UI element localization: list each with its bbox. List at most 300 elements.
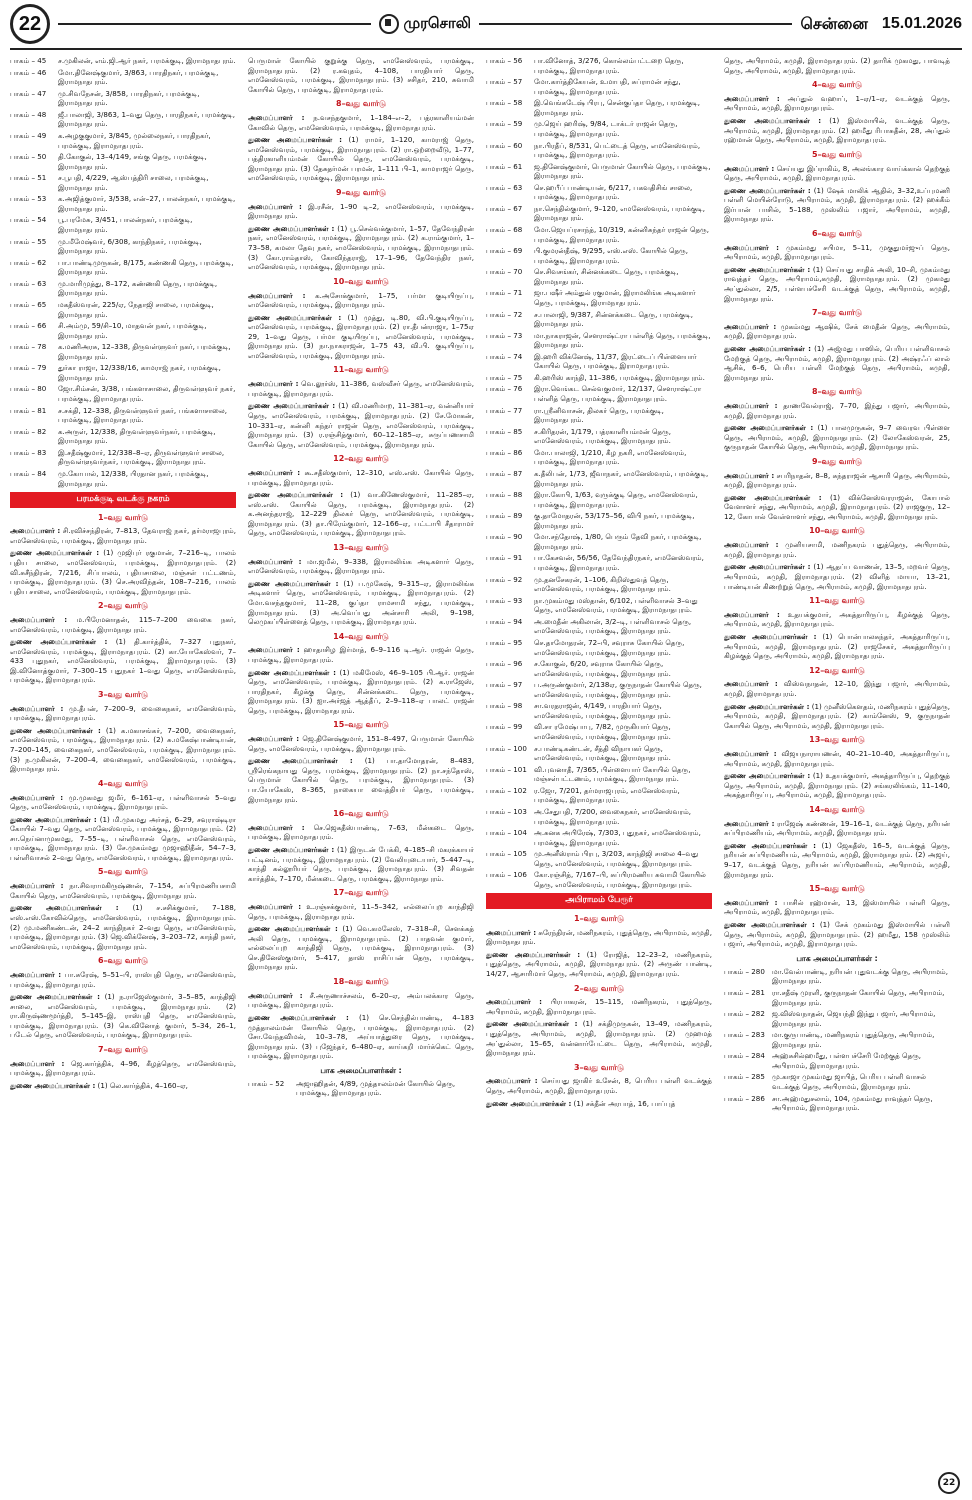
deputy-text: (1) ந.ராஜேஸ்குமார், 3–5–85, காந்திஜி சாலை, எமனேஸ்வரம், பரமக்குடி, இராமநாதபுரம். (2) ரா.கிருஷ்ணமூர்த்தி, 5–145–இ, ராஸ்புதி தெரு, எமனேஸ்வரம், பரமக்குடி, இராமநாதபுரம். (3) கெ.வினோத் குமார், 5–34, 26–1, படேல் தெரு, எமனேஸ்வரம், பரமக்குடி, இராமநாதபுரம்.	[10, 992, 236, 1040]
deputy-text: (1) சேக் முகம்மது இஸ்மாயில் பள்ளி தெரு, அபிராமம், கமுதி, இராமநாதபுரம். (2) ஹமீது, 158 முஸ்லிம் பஜார், அபிராமம், கமுதி, இராமநாதபுரம்.	[724, 920, 950, 949]
deputy-label: துணை அமைப்பாளர்கள் :	[248, 1012, 349, 1022]
booth-label: பாகம் – 86	[486, 447, 523, 457]
booth-label: பாகம் – 80	[10, 384, 47, 394]
booth-text: மோ.கார்த்திகேயன், உமாபதி, சுப்ராமன் சந்து, பரமக்குடி, இராமநாதபுரம்.	[534, 77, 681, 96]
booth-label: பாகம் – 281	[724, 987, 765, 997]
organizer-text: முகம்மது சபிமா, 5–11, முகுதுமர்ஜுப் தெரு, அபிராமம், கமுதி, இராமநாதபுரம்.	[724, 242, 950, 262]
booth-label: பாகம் – 54	[10, 215, 47, 225]
booth-entry	[486, 575, 712, 594]
ward-deputies	[724, 265, 950, 303]
booth-label: பாகம் – 56	[486, 56, 523, 65]
ward-organizer	[724, 94, 950, 113]
booth-entry	[486, 870, 712, 889]
deputy-text: (1) ஆதப்ப வாணன், 13–5, மறவர் தெரு, அபிராமம், கமுதி, இராமநாதபுரம். (2) விளித் மாயா, 13–21, பாண்டியன் கிணற்றுத் தெரு, அபிராமம், கமுதி, இராமநாதபுரம்.	[724, 562, 950, 591]
ward-deputies	[248, 668, 474, 716]
organizer-text: சி.ரவிச்சந்திரன், 7–813, தேவராஜ் நகர், தர்மராஜபுரம், எமனேஸ்வரம், பரமக்குடி, இராமநாதபுரம்.	[10, 526, 236, 545]
ward-organizer	[724, 749, 950, 768]
booth-text: மு.மாரிமுத்து, 8–172, கண்ணகி தெரு, பரமக்குடி, இராமநாதபுரம்.	[58, 278, 218, 298]
ward-organizer	[248, 645, 474, 664]
masthead-title: முரசொலி	[403, 14, 471, 32]
booth-label: பாகம் – 106	[486, 870, 527, 880]
booth-text: கி.ஹரிஸ் காந்தி, 11–386, பரமக்குடி, இராமநாதபுரம்.	[534, 372, 705, 382]
organizer-text: முனியசாமி, மணிநகரம் புதுத்தெரு, அபிராமம், கமுதி, இராமநாதபுரம்.	[724, 540, 950, 559]
deputy-label: துணை அமைப்பாளர்கள் :	[724, 840, 816, 850]
ward-heading: 6–வது வார்டு	[811, 228, 863, 238]
ward-organizer	[248, 902, 474, 921]
organizer-text: பாசில் ரஹ்மான், 13, இஸ்மாயில் பள்ளி தெரு, அபிராமம், கமுதி, இராமநாதபுரம்.	[724, 897, 950, 917]
booth-entry	[10, 321, 236, 340]
booth-label: பாகம் – 90	[486, 532, 523, 542]
booth-entry	[486, 511, 712, 530]
organizer-label: அமைப்பாளர் :	[10, 792, 64, 802]
booth-label: பாகம் – 285	[724, 1072, 765, 1082]
ward-organizer	[248, 991, 474, 1010]
column-3	[486, 56, 712, 1486]
ward-deputies	[724, 186, 950, 224]
ward-heading: 15–வது வார்டு	[333, 720, 389, 730]
ward-deputies	[248, 924, 474, 972]
ward-deputies	[486, 950, 712, 979]
ward-deputies	[248, 845, 474, 883]
deputy-text: (1) செய்யது சாதிக் அலி, 10–சி, முகம்மது ராவுத்தர் தெரு, அபிராமம்,கமுதி, இராமநாதபுரம். (2) முகமது அப்துல்லா, 2/5, பள்ளபச்சேரி வடக்குத் தெரு, அபிராமம், கமுதி, இராமநாதபுரம்.	[724, 264, 950, 303]
booth-text: சா.வரதராஜன், 4/149, பாரதியார் தெரு, எமனேஸ்வரம், பரமக்குடி, இராமநாதபுரம்.	[534, 701, 671, 720]
booth-label: பாகம் – 63	[10, 278, 47, 288]
booth-text: ச.முகிலன், எம்.ஜி.ஆர் நகர், பரமக்குடி, இராமநாதபுரம்.	[58, 56, 236, 65]
ward-heading: 8–வது வார்டு	[811, 387, 863, 397]
deputy-label: துணை அமைப்பாளர்கள் :	[724, 920, 815, 929]
ward-heading: 1–வது வார்டு	[97, 512, 149, 522]
ward-deputies	[248, 135, 474, 183]
organizer-label: அமைப்பாளர் :	[10, 703, 64, 713]
booth-text: ச.கோகுல், 6/20, சவுராசு கோயில் தெரு, எமனேஸ்வரம், பரமக்குடி, இராமநாதபுரம்.	[534, 659, 671, 678]
booth-entry	[486, 469, 712, 488]
booth-label: பாகம் – 88	[486, 490, 523, 500]
booth-label: பாகம் – 83	[10, 447, 47, 457]
booth-entry	[486, 288, 712, 307]
organizer-label: அமைப்பாளர் :	[724, 242, 779, 252]
page-header	[10, 0, 962, 50]
ward-deputies	[248, 224, 474, 272]
organizer-label: அமைப்பாளர் :	[724, 163, 775, 173]
booth-label: பாகம் – 61	[486, 161, 523, 171]
booth-text: ஜா.பஷீர் அம்துல் ரகுமான், இராமலிங்க அடிகளார் தெரு, பரமக்குடி, இராமநாதபுரம்.	[534, 288, 696, 307]
booth-text: அ.சேதுபதி, 7/200, வைகைநகர், எமனேஸ்வரம், பரமக்குடி, இராமநாதபுரம்.	[534, 806, 692, 826]
booth-entry	[486, 427, 712, 446]
booth-label: பாகம் – 95	[486, 637, 523, 647]
ward-organizer	[486, 1076, 712, 1095]
booth-text: மு.தனசேகரன், 1–106, கிறிஸ்துவத் தெரு, எமனேஸ்வரம், பரமக்குடி, இராமநாதபுரம்.	[534, 574, 671, 594]
ward-organizer	[724, 322, 950, 341]
ward-heading: 4–வது வார்டு	[97, 778, 149, 788]
booth-label: பாகம் – 45	[10, 56, 47, 65]
ward-organizer	[724, 679, 950, 698]
organizer-text: கூ.சதீஸ்குமார், 12–310, எஸ்.எஸ். கோயில் தெரு, பரமக்குடி, இராமநாதபுரம்.	[248, 467, 474, 487]
ward-organizer	[724, 540, 950, 559]
booth-entry	[486, 406, 712, 425]
ward-deputies	[486, 1019, 712, 1057]
ward-deputies	[10, 548, 236, 596]
organizer-text: ராஜேஷ் கண்ணன், 19–16–1, வடக்குத் தெரு, நரியன் சுப்பிரமணியம், அபிராமம், கமுதி, இராமநாதபுரம்.	[724, 818, 950, 838]
deputy-text: (1) பாலமுருகன், 9–7 வைரவ பிள்ளை தெரு, அபிராமம், கமுதி, இராமநாதபுரம். (2) லோகேஸ்வரன், 25, குருநாதன் கோயில் தெரு, அபிராமம், கமுதி, இராமநாதபுரம்.	[724, 423, 950, 452]
ward-heading: 5–வது வார்டு	[97, 867, 149, 877]
booth-text: ச.பூபதி, 4/229, ஆஸ்பத்திரி சாலை, பரமக்குடி, இராமநாதபுரம்.	[58, 173, 209, 192]
ward-organizer	[10, 526, 236, 545]
booth-text: பா.கேசவன், 56/56, தேவேந்திரநகர், எமனேஸ்வரம், பரமக்குடி, இராமநாதபுரம்.	[534, 553, 704, 572]
booth-text: அஹ்சுசில்ஹமீது, பள்ளபச்சேரி மேற்குத் தெரு, அபிராமம், இராமநாதபுரம்.	[772, 1051, 922, 1070]
ward-heading: 4–வது வார்டு	[811, 80, 863, 90]
organizer-text: செய்யது இப்ராகிம், 8, அலங்கார வாய்க்கால் தெற்குத் தெரு, அபிராமம், கமுதி, இராமநாதபுரம்.	[724, 163, 950, 183]
booth-label: பாகம் – 94	[486, 616, 523, 626]
organizer-text: சபரிநாதன், 8–8, சுந்தராஜன் ஆசாரி தெரு, அபிராமம், கமுதி, இராமநாதபுரம்.	[724, 470, 950, 490]
ward-organizer	[248, 291, 474, 310]
ward-heading: 14–வது வார்டு	[333, 631, 389, 641]
ward-organizer	[486, 997, 712, 1016]
ward-deputies	[10, 992, 236, 1040]
ward-organizer	[10, 1059, 236, 1078]
ward-deputies	[724, 841, 950, 879]
deputy-label: துணை அமைப்பாளர்கள் :	[248, 490, 344, 500]
ward-heading: 18–வது வார்டு	[333, 977, 389, 987]
deputy-label: துணை அமைப்பாளர்கள் :	[248, 223, 335, 233]
booth-label: பாகம் – 99	[486, 722, 523, 732]
booth-label: பாகம் – 51	[10, 173, 47, 183]
ward-heading: 12–வது வார்டு	[333, 454, 389, 464]
booth-text: பா.பாண்டிமுருகன், 8/175, கண்ணகி தெரு, பரமக்குடி, இராமநாதபுரம்.	[58, 257, 234, 277]
ward-deputies	[724, 423, 950, 452]
section-title: பரமக்குடி வடக்கு நகரம்	[10, 492, 236, 507]
booth-entry	[10, 427, 236, 446]
booth-label: பாகம் – 58	[486, 98, 523, 108]
organizer-text: உதயக்குமார், அகத்தாரிருப்பு, கீழக்குத் தெரு, அபிராமம், கமுதி, இராமநாதபுரம்.	[724, 609, 950, 629]
booth-entry	[486, 119, 712, 138]
booth-entry	[10, 258, 236, 277]
footer-page-number: 22	[938, 1472, 960, 1494]
deputy-text: (1) மகிமேஸ், 46–9–105 பி.ஆர். ராஜன் தெரு, எமனேஸ்வரம், பரமக்குடி, இராமநாதபுரம். (2) க.ராஜேஸ், பாரதிநகர், கீழக்கு தெரு, சின்னக்கடை தெரு, பரமக்குடி, இராமநாதபுரம். (3) ஐா.அர்ஜத் ஆத்தீப், 2–9–118–ஏ பாலட் ராஜன் தெரு, பரமக்குடி, இராமநாதபுரம்.	[248, 667, 474, 715]
booth-label: பாகம் – 284	[724, 1051, 765, 1061]
booth-entry	[10, 173, 236, 192]
booth-label: பாகம் – 91	[486, 553, 523, 563]
deputy-label: துணை அமைப்பாளர்கள் :	[10, 814, 97, 824]
booth-text: இ.சதீஷ்குமார், 12/338–8–ஏ, திருவள்ளுவர் சாலை, திருவள்ளுவர்நகர், பரமக்குடி, இராமநாதபுரம்.	[58, 447, 225, 467]
deputy-text: (1) வா.கிணேஸ்குமார், 11–285–ஏ, எஸ்.எஸ். கோயில் தெரு, பரமக்குடி, இராமநாதபுரம். (2) க.அனந்தராஜ், 12–229 திலகர் தெரு, எமனேஸ்வரம், பரமக்குடி, இராமநாதபுரம். (3) தா.பிரேம்குமார், 12–166–ஏ, பட்டாபி சீதாராமர் தெரு, எமனேஸ்வரம், பரமக்குடி, இராமநாதபுரம்.	[248, 490, 474, 538]
ward-heading: 15–வது வார்டு	[809, 884, 865, 894]
booth-text: ச.பாண்டிகண்டன், சீத்தி விநாயகர் தெரு, எமனேஸ்வரம், பரமக்குடி, இராமநாதபுரம்.	[534, 743, 671, 763]
organizer-label: அமைப்பாளர் :	[248, 467, 301, 477]
booth-text: பா.வினோத், 3/276, கொல்லம்பட்டறை தெரு, பரமக்குடி, இராமநாதபுரம்.	[534, 56, 684, 75]
booth-entry	[486, 659, 712, 678]
deputy-text: (1) அஜ்மது பாஸில், பெரிய பள்ளிவாசல் மேற்குத் தெரு, அபிராமம், கமுதி, இராமநாதபுரம். (2) அஷ்ரஃப் லால் ஆசிக், 6–6, பெரிய பள்ளி மேற்குத் தெரு, அபிராமம், கமுதி, இராமநாதபுரம்.	[724, 344, 950, 382]
booth-entry	[486, 77, 712, 96]
organizer-text: மா.ஜமீல், 9–338, இராமலிங்க அடிகளார் தெரு, எமனேஸ்வரம், பரமக்குடி, இராமநாதபுரம்.	[248, 556, 474, 576]
booth-label: பாகம் – 101	[486, 764, 527, 774]
deputy-label: துணை அமைப்பாளர்கள் :	[724, 116, 822, 126]
booth-text: கு.தாமோதரன், 53/175–56, விபி நகர், பரமக்குடி, இராமநாதபுரம்.	[534, 511, 695, 530]
booth-entry	[10, 363, 236, 382]
masthead	[379, 14, 471, 34]
column-2	[248, 56, 474, 1486]
booth-entry	[486, 828, 712, 847]
booth-text: மோ.ஜெயப்ரசாந்த், 10/319, கன்னிசுந்தர் ராஜன் தெரு, பரமக்குடி, இராமநாதபுரம்.	[534, 225, 710, 244]
ward-deputies	[724, 493, 950, 522]
booth-entry	[724, 1009, 950, 1028]
booth-text: மு.ஜெய் ஹரிஷ், 9/84, டாக்டர் ராஜன் தெரு, பரமக்குடி, இராமநாதபுரம்.	[534, 119, 678, 138]
ward-organizer	[724, 243, 950, 262]
booth-text: மு.கோபால், 12/338, பிரதான நகர், பரமக்குடி, இராமநாதபுரம்.	[58, 468, 209, 488]
ward-deputies	[724, 562, 950, 591]
deputy-text: (1) ரோஜித், 12–23–2, மணிநகரம், புதுத்தெரு, அபிராமம், கமுதி, இராமநாதபுரம். (2) அருண் பாண்டி, 14/27, ஆசாரிமார் தெரு, அபிராமம், கமுதி, இராமநாதபுரம்.	[486, 949, 712, 978]
ward-organizer	[10, 970, 236, 989]
booth-text: பூ.பரமேசு, 3/451, பாலன்நகர், பரமக்குடி, இராமநாதபுரம்.	[58, 215, 193, 234]
ward-deputies	[10, 726, 236, 774]
continued-text: பெருமாள் கோயில் குறுக்கு தெரு, எமனேஸ்வரம், பரமக்குடி, இராமநாதபுரம். (2) ர.கவுதம், 4–108, பாரதியார் தெரு, எமனேஸ்வரம், பரமக்குடி, இராமநாதபுரம். (3) சசிதர், 210, சுவாமி கோயில் தெரு, பரமக்குடி, இராமநாதபுரம்.	[248, 56, 474, 94]
booth-entry	[486, 384, 712, 403]
booth-label: பாகம் – 93	[486, 595, 523, 605]
booth-label: பாகம் – 280	[724, 966, 765, 976]
edition-date: 15.01.2026	[881, 15, 962, 32]
booth-entry	[10, 448, 236, 467]
organizer-label: அமைப்பாளர் :	[724, 540, 779, 550]
booth-label: பாகம் – 55	[10, 236, 47, 246]
booth-entry	[10, 279, 236, 298]
header-rule	[479, 23, 792, 25]
ward-heading: 17–வது வார்டு	[333, 888, 389, 898]
ward-heading: 2–வது வார்டு	[573, 983, 625, 993]
ward-organizer	[724, 819, 950, 838]
organizer-label: அமைப்பாளர் :	[486, 997, 543, 1007]
deputy-label: துணை அமைப்பாளர்கள் :	[724, 492, 822, 502]
booth-label: பாகம் – 92	[486, 574, 523, 584]
deputy-text: (1) வி.மணிமாற, 11–381–ஏ, வன்னியார் தெரு, எமனேஸ்வரம், பரமக்குடி, இராமநாதபுரம். (2) சே.மோகன், 10–331–ஏ, கன்னி கந்தர் ராஜன் தெரு, எமனேஸ்வரம், பரமக்குடி, இராமநாதபுரம். (3) ர.ரஞ்சித்குமார், 60–12–185–ஏ, சுருப்பணசாமி கோயில் தெரு, எமனேஸ்வரம், பரமக்குடி, இராமநாதபுரம்.	[248, 401, 474, 449]
organizer-text: இ.ரசீன், 1–90 டி–2, எமனேஸ்வரம், பரமக்குடி, இராமநாதபுரம்.	[248, 201, 474, 221]
deputy-label: துணை அமைப்பாளர்கள் :	[10, 992, 100, 1002]
organizer-label: அமைப்பாளர் :	[10, 615, 68, 625]
deputy-label: துணை அமைப்பாளர்கள் :	[486, 1098, 572, 1108]
booth-text: ச.சக்தி, 12–338, திருவள்ளுவர் நகர், பங்களாசாலை, பரமக்குடி, இராமநாதபுரம்.	[58, 405, 228, 425]
booth-text: மகதீஸ்வரன், 225/ஏ, நேதாஜி சாலை, பரமக்குடி, இராமநாதபுரம்.	[58, 299, 214, 319]
booth-label: பாகம் – 67	[486, 203, 523, 213]
booth-entry	[10, 68, 236, 87]
booth-text: ர.ஜோ, 7/201, தர்மராஜபுரம், எமனேஸ்வரம், பரமக்குடி, இராமநாதபுரம்.	[534, 785, 680, 805]
booth-text: ஜ.தினேஷ்குமார், பெருமாள் கோயில் தெரு, பரமக்குடி, இராமநாதபுரம்.	[534, 161, 711, 181]
organizer-label: அமைப்பாளர் :	[248, 902, 302, 912]
organizer-label: அமைப்பாளர் :	[10, 1058, 65, 1068]
organizer-text: ஜெ.கார்த்திக், 4–96, கீழத்தெரு, எமனேஸ்வரம், பரமக்குடி, இராமநாதபுரம்.	[10, 1058, 236, 1078]
booth-entry	[486, 596, 712, 615]
booth-text: செ.சிவசங்கர், சின்னக்கடை தெரு, பரமக்குடி, இராமநாதபுரம்.	[534, 267, 679, 286]
booth-text: க.தீலிபன், 1/73, ஜீவாநகர், எமனேஸ்வரம், பரமக்குடி, இராமநாதபுரம்.	[534, 468, 709, 488]
organizer-label: அமைப்பாளர் :	[10, 881, 64, 891]
booth-text: ஜ.விஸ்வநாதன், ஜெயந்தி இந்து பஜார், அபிராமம், இராமநாதபுரம்.	[772, 1009, 936, 1028]
organizer-text: முகம்மது ஆஷிக், சேக் மைதீன் தெரு, அபிராமம், கமுதி, இராமநாதபுரம்.	[724, 321, 950, 341]
booth-label: பாகம் – 104	[486, 828, 527, 838]
organizer-label: அமைப்பாளர் :	[724, 749, 777, 759]
organizer-label: அமைப்பாளர் :	[724, 470, 775, 480]
booth-entry	[486, 141, 712, 160]
booth-text: மா.நாகராஜன், சௌராஷ்ட்ரா பள்ளித் தெரு, பரமக்குடி, இராமநாதபுரம்.	[534, 330, 711, 350]
masthead-logo-icon	[379, 14, 399, 34]
organizer-label: அமைப்பாளர் :	[724, 321, 777, 331]
ward-deputies	[10, 815, 236, 863]
organizer-label: அமைப்பாளர் :	[248, 990, 303, 1000]
deputy-label: துணை அமைப்பாளர்கள் :	[10, 725, 101, 735]
booth-label: பாகம் – 62	[10, 257, 47, 267]
booth-entry	[486, 722, 712, 741]
booth-label: பாகம் – 68	[486, 225, 523, 234]
organizer-text: விஸ்வநாதன், 12–10, இந்து பஜார், அபிராமம், கமுதி, இராமநாதபுரம்.	[724, 679, 950, 699]
booth-text: வி.புவனாதீ, 7/365, பிள்ளையார் கோயில் தெரு, மஞ்சள்பட்டணம், பரமக்குடி, இராமநாதபுரம்.	[534, 764, 691, 784]
booth-entry	[486, 204, 712, 223]
deputy-text: (1) இஸ்மாயில், வடக்குத் தெரு, அபிராமம், கமுதி, இராமநாதபுரம். (2) ஹமீது ரிபாசுதீன், 28, அப்துல் ரஹ்மான் தெரு, அபிராமம், கமுதி, இராமநாதபுரம்.	[724, 116, 950, 145]
organizer-label: அமைப்பாளர் :	[10, 526, 61, 536]
organizer-text: ஜெ.தினேஷ்குமார், 151–8–497, பெருமாள் கோயில் தெரு, எமனேஸ்வரம், பரமக்குடி, இராமநாதபுரம்.	[248, 734, 474, 753]
deputy-label: துணை அமைப்பாளர்கள் :	[724, 632, 817, 641]
deputy-label: துணை அமைப்பாளர்கள் :	[248, 135, 342, 145]
booth-label: பாகம் – 79	[10, 363, 47, 373]
booth-text: க.அஜித்குமார், 3/538, என்–27, பாலன்நகர், பரமக்குடி, இராமநாதபுரம்.	[58, 194, 236, 213]
booth-text: நா.பிரதீப், 8/531, பெட்டைத் தெரு, எமனேஸ்வரம், பரமக்குடி, இராமநாதபுரம்.	[534, 140, 701, 160]
ward-organizer	[10, 704, 236, 723]
booth-entry	[10, 56, 236, 66]
booth-entry	[486, 246, 712, 265]
column-1	[10, 56, 236, 1486]
edition-city: சென்னை	[800, 13, 868, 33]
booth-entry	[724, 988, 950, 1007]
booth-label: பாகம் – 46	[10, 67, 47, 77]
deputy-label: துணை அமைப்பாளர்கள் :	[724, 344, 811, 353]
ward-heading: 3–வது வார்டு	[97, 690, 149, 699]
organizer-label: அமைப்பாளர் :	[486, 927, 537, 937]
ward-heading: 11–வது வார்டு	[809, 596, 865, 606]
deputy-label: துணை அமைப்பாளர்கள் :	[724, 771, 811, 781]
deputy-text: (1) முனீஸ்கௌதம், மணிநகரம் புதுத்தெரு, அபிராமம், கமுதி, இராமநாதபுரம். (2) காம்னேஸ், 9, குருநாதன் கோயில் தெரு, அபிராமம், கமுதி, இராமநாதபுரம்.	[724, 701, 950, 730]
deputy-label: துணை அமைப்பாளர்கள் :	[10, 1080, 96, 1090]
booth-text: மா.வேல்பாண்டி, நரியன் புதுவடக்கு தெரு, அபிராமம், இராமநாதபுரம்.	[772, 966, 948, 986]
organizer-label: அமைப்பாளர் :	[724, 679, 778, 689]
booth-text: அஜாஹிதன், 4/89, முத்தாலம்மன் கோயில் தெரு, பரமக்குடி, இராமநாதபுரம்.	[296, 1078, 456, 1098]
organizer-label: அமைப்பாளர் :	[10, 970, 62, 979]
booth-entry	[486, 331, 712, 350]
organizer-text: விஜயநாராயணன், 40–21–10–40, அகத்தாரிருப்பு, அபிராமம், கமுதி, இராமநாதபுரம்.	[724, 749, 950, 768]
booth-label: பாகம் – 65	[10, 299, 47, 309]
ward-organizer	[248, 379, 474, 398]
ward-organizer	[724, 610, 950, 629]
organizer-text: ந.வசந்தகுமார், 1–184–எ–2, பத்ரகாளியம்மன் கோவில் தெரு, எமனேஸ்வரம், பரமக்குடி, இராமநாதபுரம்.	[248, 113, 474, 132]
booth-entry	[486, 617, 712, 636]
booth-label: பாகம் – 70	[486, 267, 523, 277]
booth-label: பாகம் – 71	[486, 288, 523, 298]
organizer-text: க.அசோக்குமார், 1–75, பர்மா குடியிருப்பு, எமனேஸ்வரம், பரமக்குடி, இராமநாதபுரம்.	[248, 290, 474, 310]
ward-heading: 1–வது வார்டு	[573, 913, 625, 923]
booth-entry	[10, 194, 236, 213]
ward-heading: 7–வது வார்டு	[97, 1044, 149, 1054]
deputy-text: (1) செ.செந்தில்பாண்டி, 4–183 முத்தாலம்மன் கோயில் தெரு, பரமக்குடி, இராமநாதபுரம். (2) சோ.வேந்தவிமல், 10–3–78, அய்யாத்துரை தெரு, பரமக்குடி, இராமநாதபுரம். (3) புஜேந்தர், 6–480–ஏ, காய்கறி மார்க்கெட் தெரு, பரமக்குடி, இராமநாதபுரம்.	[248, 1012, 474, 1061]
deputy-text: (1) தி.கார்த்திக், 7–327 புதுநகர், எமனேஸ்வரம், பரமக்குடி, இராமநாதபுரம். (2) கா.யோகேஸ்வர், 7–433 புதுநகர், எமனேஸ்வரம், பரமக்குடி, இராமநாதபுரம். (3) இ.வினோத்குமார், 7–300–15 புதுநகர் 1–வது தெரு, எமனேஸ்வரம், பரமக்குடி, இராமநாதபுரம்.	[10, 637, 236, 685]
deputy-text: (1) பா.தாமோதரன், 8–483, ஸ்ரீரெங்கநாயது தெரு, பரமக்குடி, இராமநாதபுரம். (2) நா.சந்தோஸ், பெருமாள் கோயில் தெரு, பரமக்குடி, இராமநாதபுரம். (3) பா.யோகேஸ், 8–365, நாகையா வைத்தியர் தெரு, பரமக்குடி, இராமநாதபுரம்.	[248, 756, 474, 804]
booth-label: பாகம் – 52	[248, 1078, 285, 1088]
booth-entry	[724, 1094, 950, 1113]
header-rule	[58, 23, 371, 25]
organizer-label: அமைப்பாளர் :	[248, 113, 305, 123]
booth-entry	[486, 98, 712, 117]
booth-text: பி.குமரன்தீஷ், 9/295, எஸ்.எஸ். கோயில் தெரு, பரமக்குடி, இராமநாதபுரம்.	[534, 246, 689, 265]
booth-text: மோ.சந்தோஷ், 1/80, பெரும் தேவி நகர், பரமக்குடி, இராமநாதபுரம்.	[534, 532, 702, 551]
booth-label: பாகம் – 59	[486, 119, 523, 129]
ward-heading: 9–வது வார்டு	[811, 456, 863, 466]
ward-heading: 9–வது வார்டு	[335, 187, 387, 197]
booth-label: பாகம் – 47	[10, 88, 47, 98]
booth-entry	[486, 490, 712, 509]
booth-entry	[10, 342, 236, 361]
booth-label: பாகம் – 100	[486, 743, 527, 753]
booth-label: பாகம் – 87	[486, 468, 523, 478]
booth-entry	[248, 1079, 474, 1098]
booth-label: பாகம் – 82	[10, 426, 47, 436]
booth-entry	[486, 225, 712, 244]
ward-deputies	[248, 756, 474, 804]
deputy-text: (1) சக்தீன் அரபாத், 16, பாப்புத்	[573, 1098, 676, 1108]
booth-text: ச.பாலாஜி, 9/387, சின்னக்கடை தெரு, பரமக்குடி, இராமநாதபுரம்.	[534, 309, 694, 329]
ward-deputies	[724, 116, 950, 145]
booth-entry	[486, 183, 712, 202]
organizer-label: அமைப்பாளர் :	[724, 93, 780, 103]
ward-deputies	[724, 920, 950, 949]
booth-text: மு.சிவநேசன், 3/858, பாரதிநகர், பரமக்குடி, இராமநாதபுரம்.	[58, 88, 200, 108]
ward-organizer	[248, 113, 474, 132]
ward-organizer	[248, 823, 474, 842]
organizer-text: சீ.அருணாச்சலம், 6–20–ஏ, அம்பலக்கார தெரு, பரமக்குடி, இராமநாதபுரம்.	[248, 990, 474, 1010]
booth-text: ஜீ.பாலாஜி, 3/863, 1–வது தெரு, பாரதிநகர், பரமக்குடி, இராமநாதபுரம்.	[58, 109, 236, 129]
deputy-label: துணை அமைப்பாளர்கள் :	[248, 401, 336, 411]
booth-entry	[486, 532, 712, 551]
booth-text: சி.அம்மு, 59/சி–10, மாதவன் நகர், பரமக்குடி, இராமநாதபுரம்.	[58, 321, 207, 340]
booth-text: செ.ஹபீப் பாண்டியன், 6/217, பகவதிசிங் சாலை, பரமக்குடி, இராமநாதபுரம்.	[534, 182, 693, 202]
booth-entry	[486, 310, 712, 329]
ward-deputies	[248, 490, 474, 538]
deputy-text: (1) ராமர், 1–120, காமராஜ் தெரு, எமனேஸ்வரம், பரமக்குடி, இராமநாதபுரம். (2) ரா.ஒற்றைவீடு, 1–77, பத்திரகாளியம்மன் கோயில் தெரு, எமனேஸ்வரம், பரமக்குடி, இராமநாதபுரம். (3) தேசுதர்மன் பரமன், 1–111 பி–1, காமராஜர் தெரு, எமனேஸ்வரம், பரமக்குடி, இராமநாதபுரம்.	[248, 135, 474, 183]
booth-text: இரா.கோபி, 1/63, வுருக்குடி தெரு, எமனேஸ்வரம், பரமக்குடி, இராமநாதபுரம்.	[534, 490, 698, 509]
booth-entry	[486, 744, 712, 763]
booth-entry	[486, 807, 712, 826]
booth-entry	[486, 373, 712, 383]
deputy-label: துணை அமைப்பாளர்கள் :	[248, 667, 336, 677]
organizer-label: அமைப்பாளர் :	[248, 290, 306, 300]
booth-entry	[724, 1051, 950, 1070]
deputy-label: துணை அமைப்பாளர்கள் :	[10, 548, 100, 558]
booth-entry	[486, 701, 712, 720]
booth-entry	[10, 131, 236, 150]
ward-organizer	[248, 468, 474, 487]
ward-organizer	[248, 734, 474, 753]
ward-deputies	[10, 637, 236, 685]
booth-text: ச.கிரிதரன், 1/179, பத்ரகாளியம்மன் தெரு, எமனேஸ்வரம், பரமக்குடி, இராமநாதபுரம்.	[534, 426, 671, 446]
booth-text: நா.செந்தில்குமார், 9–120, எமனேஸ்வரம், பரமக்குடி, இராமநாதபுரம்.	[534, 203, 706, 223]
booth-entry	[10, 384, 236, 403]
booth-text: க.அழகுகுமார், 3/845, முல்லைநகர், பாரதிநகர், பரமக்குடி, இராமநாதபுரம்.	[58, 130, 211, 150]
booth-text: செ.தாமோதரன், 72–பி, சவுராசு கோயில் தெரு, எமனேஸ்வரம், பரமக்குடி, இராமநாதபுரம்.	[534, 637, 685, 657]
ward-heading: 3–வது வார்டு	[573, 1062, 625, 1072]
booth-label: பாகம் – 50	[10, 152, 47, 162]
booth-entry	[10, 237, 236, 256]
organizer-label: அமைப்பாளர் :	[724, 897, 778, 907]
booth-text: நா.முகம்மது மஸ்தான், 6/102, பள்ளிவாசல் 3–வது தெரு, எமனேஸ்வரம், பரமக்குடி, இராமநாதபுரம்.	[534, 595, 698, 615]
organizer-label: அமைப்பாளர் :	[486, 1076, 538, 1086]
organizer-text: தாணவேல்ராஜ், 7–70, இந்து பஜார், அபிராமம், கமுதி, இராமநாதபுரம்.	[724, 401, 950, 420]
booth-label: பாகம் – 72	[486, 309, 523, 319]
ward-deputies	[10, 1081, 236, 1091]
booth-text: மு.மீமேஷ்வர், 6/308, காந்திநகர், பரமக்குடி, இராமநாதபுரம்.	[58, 236, 202, 256]
booth-text: க.அருள், 12/338, திருவள்ளுவர்நகர், பரமக்குடி, இராமநாதபுரம்.	[58, 426, 216, 446]
booth-entry	[486, 448, 712, 467]
